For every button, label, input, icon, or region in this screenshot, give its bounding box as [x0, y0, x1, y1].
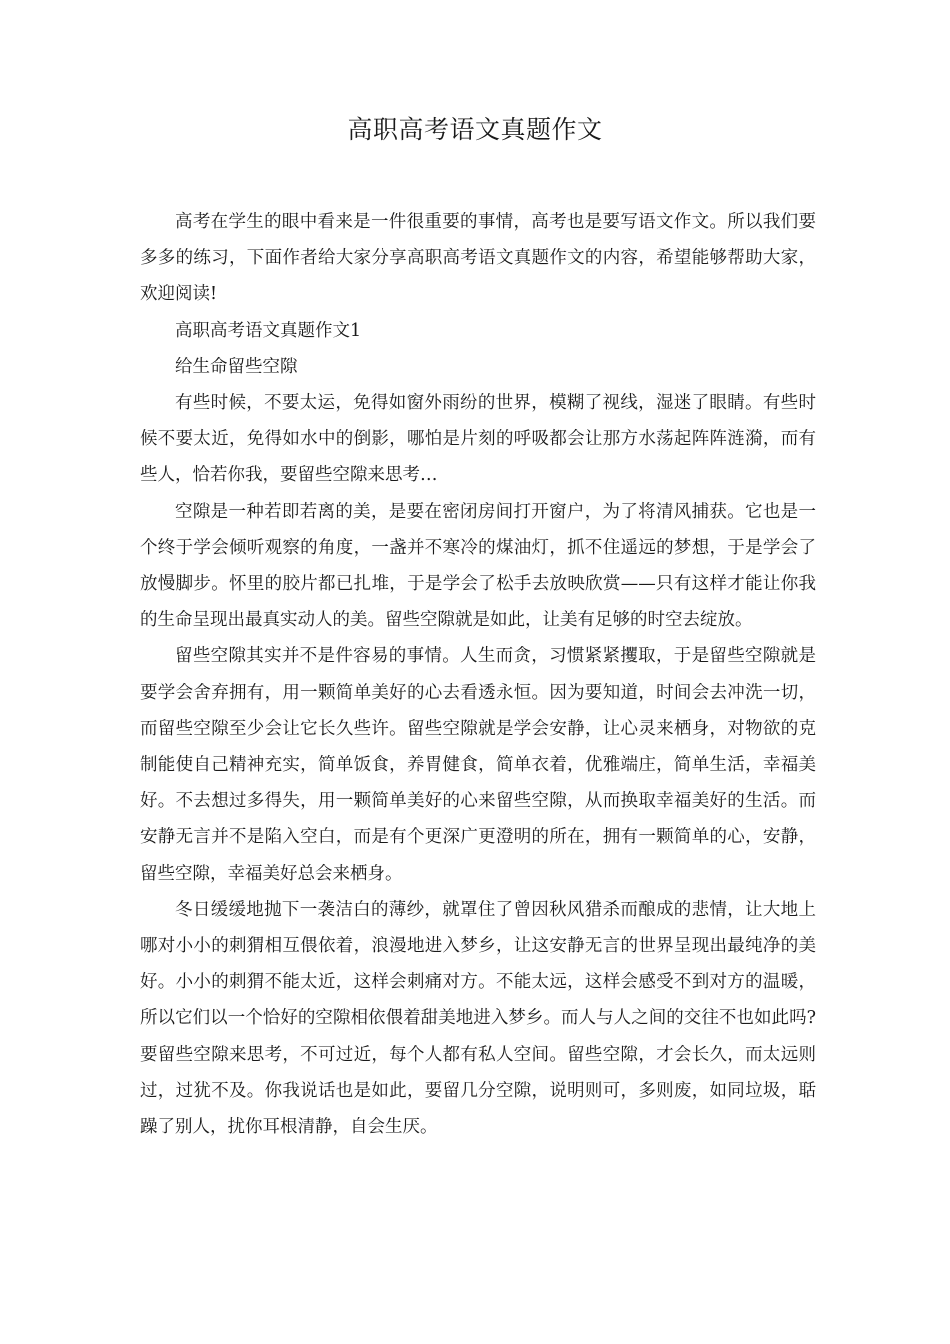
section-heading: 高职高考语文真题作文1: [175, 320, 362, 341]
body-paragraph: 留些空隙其实并不是件容易的事情。人生而贪，习惯紧紧攫取，于是留些空隙就是要学会舍弃拥有，用一颗简单美好的心去看透永恒。因为要知道，时间会去冲洗一切，而留些空隙至少会让它长久些许。留些空隙就是学会安静，让心灵来栖身，对物欲的克制能使自己精神充实，简单饭食，养胃健食，简单衣着，优雅端庄，简单生活，幸福美好。不去想过多得失，用一颗简单美好的心来留些空隙，从而换取幸福美好的生活。而安静无言并不是陷入空白，而是有个更深广更澄明的所在，拥有一颗简单的心，安静，留些空隙，幸福美好总会来栖身。: [140, 646, 816, 884]
intro-paragraph: 高考在学生的眼中看来是一件很重要的事情，高考也是要写语文作文。所以我们要多多的练习，下面作者给大家分享高职高考语文真题作文的内容，希望能够帮助大家，欢迎阅读!: [140, 212, 816, 305]
body-paragraph: 有些时候，不要太运，免得如窗外雨纷的世界，模糊了视线，湿迷了眼睛。有些时候不要太近，免得如水中的倒影，哪怕是片刻的呼吸都会让那方水荡起阵阵涟漪，而有些人，恰若你我，要留些空隙来思考…: [140, 393, 816, 486]
document-title: 高职高考语文真题作文: [347, 115, 603, 144]
body-paragraph: 空隙是一种若即若离的美，是要在密闭房间打开窗户，为了将清风捕获。它也是一个终于学会倾听观察的角度，一盏并不寒冷的煤油灯，抓不住遥远的梦想，于是学会了放慢脚步。怀里的胶片都已扎堆，于是学会了松手去放映欣赏——只有这样才能让你我的生命呈现出最真实动人的美。留些空隙就是如此，让美有足够的时空去绽放。: [140, 501, 816, 631]
body-paragraph: 冬日缓缓地抛下一袭洁白的薄纱，就罩住了曾因秋风猎杀而酿成的悲情，让大地上哪对小小的刺猬相互偎依着，浪漫地进入梦乡，让这安静无言的世界呈现出最纯净的美好。小小的刺猬不能太近，这样会刺痛对方。不能太远，这样会感受不到对方的温暖，所以它们以一个恰好的空隙相依偎着甜美地进入梦乡。而人与人之间的交往不也如此吗?要留些空隙来思考，不可过近，每个人都有私人空间。留些空隙，才会长久，而太远则过，过犹不及。你我说话也是如此，要留几分空隙，说明则可，多则废，如同垃圾，聒躁了别人，扰你耳根清静，自会生厌。: [140, 899, 816, 1138]
essay-title: 给生命留些空隙: [175, 356, 298, 377]
document-body: [140, 204, 816, 1145]
